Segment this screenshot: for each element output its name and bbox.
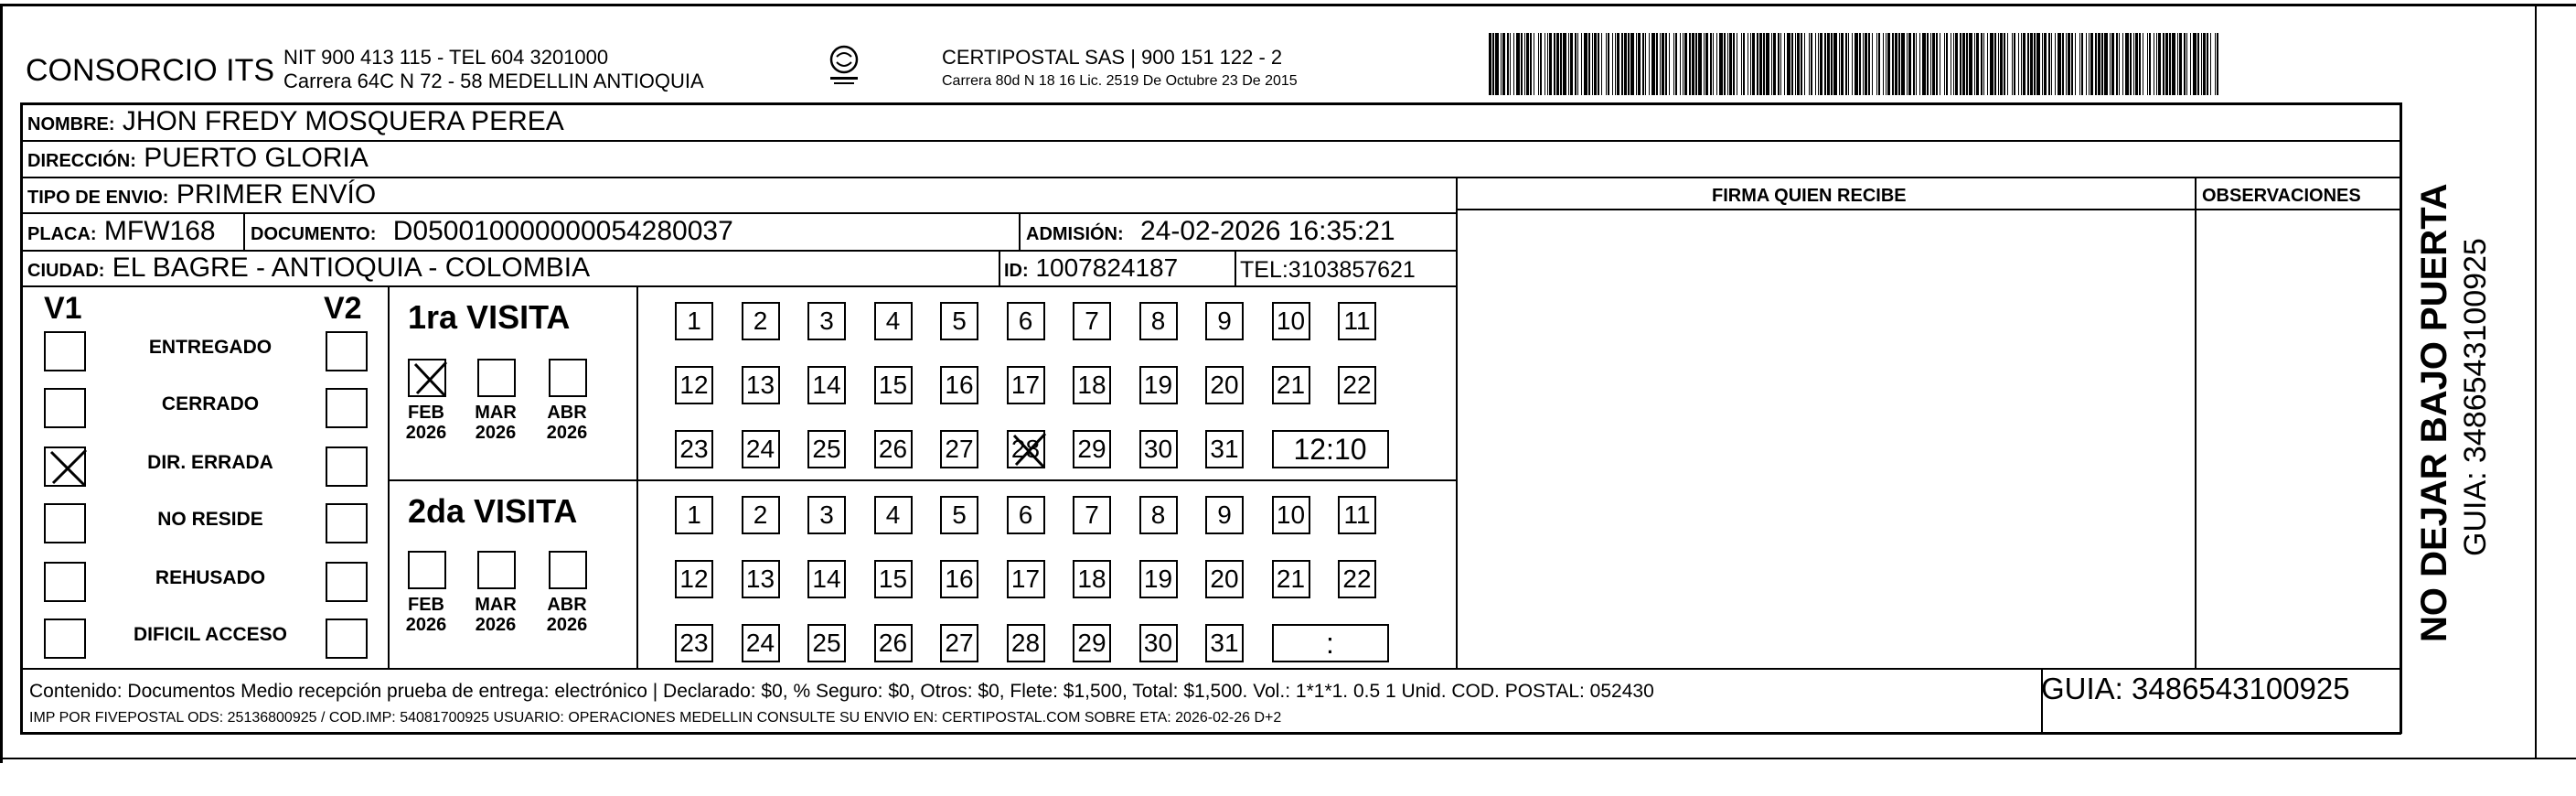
id-value: 1007824187 (1035, 253, 1179, 282)
month-name: FEB (408, 403, 444, 423)
visit1-day-box[interactable]: 31 (1205, 430, 1244, 468)
visit2-month-checkbox[interactable] (477, 551, 516, 589)
visit2-day-box[interactable]: 21 (1272, 560, 1310, 598)
visit1-time-box[interactable]: 12:10 (1272, 430, 1389, 468)
visit1-day-box[interactable]: 21 (1272, 366, 1310, 404)
month-year: 2026 (546, 423, 588, 443)
admision-row (1026, 218, 1395, 248)
visit1-day-box[interactable]: 2 (742, 302, 780, 340)
left-edge (0, 4, 3, 763)
documento-value: D050010000000054280037 (392, 216, 733, 246)
company-contact (283, 46, 704, 93)
no-dejar-notice: NO DEJAR BAJO PUERTA (2414, 183, 2454, 642)
admision-label: ADMISIÓN: (1026, 224, 1124, 244)
visit2-day-box[interactable]: 2 (742, 496, 780, 534)
visit1-day-box[interactable]: 19 (1139, 366, 1178, 404)
visit2-day-box[interactable]: 15 (874, 560, 913, 598)
admision-value: 24-02-2026 16:35:21 (1140, 216, 1395, 246)
tel-divider (1235, 250, 1236, 286)
status-divider (388, 285, 390, 668)
row-divider (20, 285, 1456, 287)
status-v1-checkbox[interactable] (44, 446, 86, 487)
table-top-border (20, 102, 2401, 105)
months-divider (636, 285, 638, 668)
visit2-day-box[interactable]: 31 (1205, 624, 1244, 662)
firma-area[interactable] (1459, 212, 2191, 666)
status-v1-checkbox[interactable] (44, 388, 86, 428)
status-v2-checkbox[interactable] (326, 331, 368, 371)
visit1-day-box[interactable]: 24 (742, 430, 780, 468)
nit-line: NIT 900 413 115 - TEL 604 3201000 (283, 46, 609, 69)
direccion-label: DIRECCIÓN: (27, 151, 136, 171)
observaciones-header: OBSERVACIONES (2202, 186, 2361, 206)
row-divider (20, 668, 2401, 670)
admision-divider (1019, 213, 1021, 250)
status-v2-checkbox[interactable] (326, 388, 368, 428)
right-edge (2535, 4, 2537, 759)
visit1-month-checkbox[interactable] (477, 359, 516, 397)
month-year: 2026 (475, 423, 517, 443)
visit1-day-box[interactable]: 14 (807, 366, 846, 404)
visit2-day-box[interactable]: 13 (742, 560, 780, 598)
visit2-day-box[interactable]: 20 (1205, 560, 1244, 598)
visit1-day-box[interactable]: 25 (807, 430, 846, 468)
visit1-day-box[interactable]: 20 (1205, 366, 1244, 404)
top-edge (0, 4, 2576, 6)
row-divider (20, 250, 1456, 252)
visit1-month-label (540, 403, 594, 443)
barcode-bar (2218, 33, 2221, 95)
documento-label: DOCUMENTO: (251, 224, 377, 244)
id-row (1004, 254, 1178, 285)
status-label: DIFICIL ACCESO (133, 624, 287, 645)
visit1-day-box[interactable]: 29 (1073, 430, 1111, 468)
status-v2-checkbox[interactable] (326, 446, 368, 487)
visit2-day-box[interactable]: 4 (874, 496, 913, 534)
visit1-day-box[interactable]: 18 (1073, 366, 1111, 404)
visit2-day-box[interactable]: 25 (807, 624, 846, 662)
visit2-day-box[interactable]: 12 (675, 560, 713, 598)
visit2-day-box[interactable]: 6 (1007, 496, 1045, 534)
status-v2-checkbox[interactable] (326, 562, 368, 602)
visit-divider (388, 479, 1456, 481)
status-v2-checkbox[interactable] (326, 619, 368, 659)
visit1-day-box[interactable]: 4 (874, 302, 913, 340)
table-left-border (20, 102, 23, 734)
visit1-month-label (468, 403, 523, 443)
visit1-day-box[interactable]: 8 (1139, 302, 1178, 340)
visit1-title: 1ra VISITA (408, 298, 571, 336)
visit1-day-box[interactable]: 12 (675, 366, 713, 404)
imp-line: IMP POR FIVEPOSTAL ODS: 25136800925 / COD.IMP: 54081700925 USUARIO: OPERACIONES MEDELLIN CONSULTE SU ENVIO EN: CERTIPOSTAL.COM SOBRE ETA: 2026-02-26 D+2 (29, 710, 1282, 726)
tipo-envio-label: TIPO DE ENVIO: (27, 188, 169, 208)
visit1-day-box[interactable]: 26 (874, 430, 913, 468)
table-bottom-border (20, 732, 2401, 735)
nombre-row (27, 108, 564, 138)
visit1-day-box[interactable]: 13 (742, 366, 780, 404)
tel-value: 3103857621 (1288, 257, 1416, 283)
contenido-line: Contenido: Documentos Medio recepción prueba de entrega: electrónico | Declarado: $0, % Seguro: $0, Otros: $0, Flete: $1,500, Total: $1,500. Vol.: 1*1*1. 0.5 1 Unid. COD. POSTAL: 052430 (29, 681, 1654, 702)
row-divider (20, 212, 1456, 214)
month-name: MAR (475, 403, 517, 423)
placa-row (27, 218, 216, 248)
nombre-value: JHON FREDY MOSQUERA PEREA (122, 106, 564, 136)
side-guia-number: GUIA: 3486543100925 (2458, 238, 2493, 556)
month-name: ABR (547, 403, 587, 423)
visit1-day-box[interactable]: 6 (1007, 302, 1045, 340)
col-divider (1456, 177, 1458, 669)
visit1-day-box[interactable]: 30 (1139, 430, 1178, 468)
nombre-label: NOMBRE: (27, 114, 115, 134)
guia-number: GUIA: 3486543100925 (2041, 672, 2350, 705)
barcode (1489, 33, 2220, 95)
visit2-month-label (540, 595, 594, 635)
visit1-day-box[interactable]: 7 (1073, 302, 1111, 340)
handwritten-x-mark (410, 360, 448, 399)
month-name: MAR (475, 595, 517, 615)
company-address: Carrera 64C N 72 - 58 MEDELLIN ANTIOQUIA (283, 70, 704, 92)
visit2-month-checkbox[interactable] (549, 551, 587, 589)
tel-row (1240, 256, 1416, 284)
visit2-day-box[interactable]: 1 (675, 496, 713, 534)
handwritten-x-mark (1009, 432, 1047, 470)
direccion-value: PUERTO GLORIA (144, 143, 369, 173)
placa-label: PLACA: (27, 224, 97, 244)
visit2-day-box[interactable]: 22 (1338, 560, 1376, 598)
visit1-month-label (399, 403, 454, 443)
month-year: 2026 (546, 615, 588, 635)
tipo-envio-row (27, 181, 376, 211)
observaciones-area[interactable] (2198, 212, 2398, 666)
visit2-day-box[interactable]: 26 (874, 624, 913, 662)
status-v1-checkbox[interactable] (44, 562, 86, 602)
visit2-day-box[interactable]: 5 (940, 496, 978, 534)
direccion-row (27, 145, 369, 175)
status-v1-checkbox[interactable] (44, 619, 86, 659)
bottom-edge (0, 758, 2576, 759)
placa-divider (243, 213, 245, 250)
status-v1-checkbox[interactable] (44, 331, 86, 371)
visit1-month-checkbox[interactable] (408, 359, 446, 397)
firma-header: FIRMA QUIEN RECIBE (1712, 186, 1907, 206)
visit1-day-box[interactable]: 11 (1338, 302, 1376, 340)
col-header-divider (1456, 209, 2401, 210)
visit2-day-box[interactable]: 30 (1139, 624, 1178, 662)
ciudad-value: EL BAGRE - ANTIOQUIA - COLOMBIA (112, 253, 591, 283)
v1-header: V1 (44, 291, 82, 326)
month-year: 2026 (405, 615, 447, 635)
status-label: ENTREGADO (148, 337, 273, 358)
visit1-day-box[interactable]: 15 (874, 366, 913, 404)
visit2-month-checkbox[interactable] (408, 551, 446, 589)
certipostal-logo (823, 44, 865, 88)
visit2-time-box[interactable]: : (1272, 624, 1389, 662)
month-year: 2026 (475, 615, 517, 635)
visit1-day-box[interactable]: 16 (940, 366, 978, 404)
tel-label: TEL: (1240, 257, 1288, 283)
visit2-day-box[interactable]: 29 (1073, 624, 1111, 662)
company-name: CONSORCIO ITS (26, 53, 275, 88)
visit2-day-box[interactable]: 16 (940, 560, 978, 598)
row-divider (20, 140, 2401, 142)
visit1-day-box[interactable]: 10 (1272, 302, 1310, 340)
visit1-day-box[interactable]: 1 (675, 302, 713, 340)
status-label: DIR. ERRADA (147, 452, 273, 473)
table-right-border (2400, 102, 2402, 734)
visit1-day-box[interactable]: 23 (675, 430, 713, 468)
visit2-day-box[interactable]: 10 (1272, 496, 1310, 534)
visit1-month-checkbox[interactable] (549, 359, 587, 397)
visit2-day-box[interactable]: 28 (1007, 624, 1045, 662)
visit1-day-box[interactable]: 5 (940, 302, 978, 340)
month-name: ABR (547, 595, 587, 615)
visit2-day-box[interactable]: 7 (1073, 496, 1111, 534)
visit1-day-box[interactable]: 27 (940, 430, 978, 468)
visit2-day-box[interactable]: 27 (940, 624, 978, 662)
visit2-title: 2da VISITA (408, 492, 578, 530)
visit1-day-box[interactable]: 17 (1007, 366, 1045, 404)
tipo-envio-value: PRIMER ENVÍO (176, 179, 377, 210)
visit2-month-label (399, 595, 454, 635)
visit1-day-box[interactable]: 28 (1007, 430, 1045, 468)
ciudad-label: CIUDAD: (27, 261, 105, 281)
certipostal-info (942, 46, 1298, 93)
visit2-day-box[interactable]: 17 (1007, 560, 1045, 598)
visit2-day-box[interactable]: 14 (807, 560, 846, 598)
status-v2-checkbox[interactable] (326, 503, 368, 543)
visit2-day-box[interactable]: 11 (1338, 496, 1376, 534)
visit2-day-box[interactable]: 19 (1139, 560, 1178, 598)
visit1-day-box[interactable]: 9 (1205, 302, 1244, 340)
ciudad-row (27, 254, 590, 285)
month-name: FEB (408, 595, 444, 615)
month-year: 2026 (405, 423, 447, 443)
visit1-day-box[interactable]: 22 (1338, 366, 1376, 404)
visit2-day-box[interactable]: 3 (807, 496, 846, 534)
visit2-day-box[interactable]: 8 (1139, 496, 1178, 534)
id-divider (999, 250, 1000, 286)
row-divider (20, 177, 2401, 178)
visit2-day-box[interactable]: 23 (675, 624, 713, 662)
visit1-day-box[interactable]: 3 (807, 302, 846, 340)
v2-header: V2 (324, 291, 362, 326)
status-label: NO RESIDE (157, 509, 263, 530)
status-v1-checkbox[interactable] (44, 503, 86, 543)
documento-row (251, 218, 733, 248)
status-label: REHUSADO (155, 567, 266, 588)
placa-value: MFW168 (103, 216, 216, 246)
certipostal-address: Carrera 80d N 18 16 Lic. 2519 De Octubre 23 De 2015 (942, 73, 1298, 89)
visit2-month-label (468, 595, 523, 635)
status-label: CERRADO (161, 393, 260, 414)
id-label: ID: (1004, 261, 1029, 281)
certipostal-nit: CERTIPOSTAL SAS | 900 151 122 - 2 (942, 46, 1283, 69)
visit2-day-box[interactable]: 9 (1205, 496, 1244, 534)
visit2-day-box[interactable]: 18 (1073, 560, 1111, 598)
handwritten-x-mark (46, 448, 88, 489)
col-divider (2195, 177, 2197, 669)
visit2-day-box[interactable]: 24 (742, 624, 780, 662)
